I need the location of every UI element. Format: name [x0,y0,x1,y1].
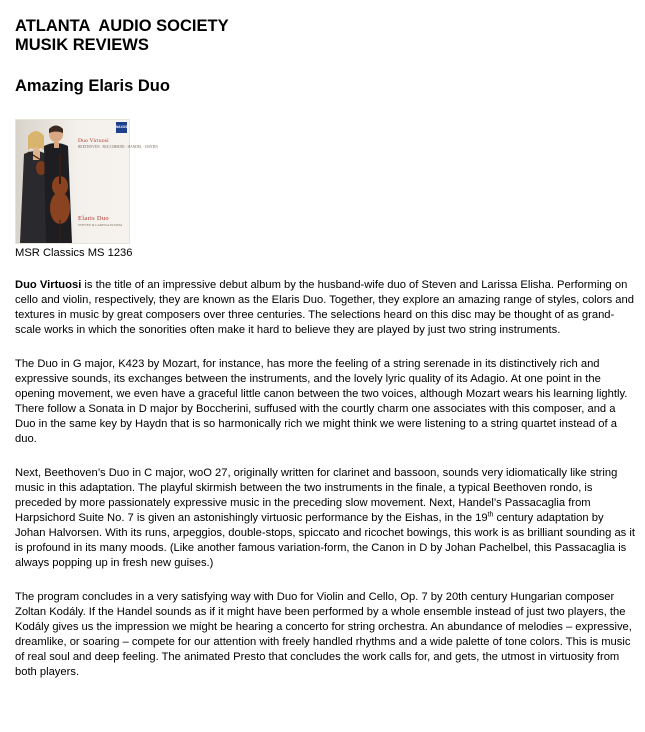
album-cover-image [15,119,158,244]
album-cover-subtitle: BEETHOVEN · BOCCHERINI · HANDEL · HAYDN [78,145,158,149]
ordinal-suffix: th [487,511,494,519]
review-title: Amazing Elaris Duo [15,77,170,95]
masthead [15,17,635,55]
paragraph-1-text: is the title of an impressive debut album by the husband-wife duo of Steven and Larissa Elisha. Performing on cello and violin, respectively, they are known as the Elaris Duo. Together, they explore an amazing range of styles, colors and textures in music by great composers over three centuries. The selections heard on this disc may be thought of as grand-scale works in which the sonorities often make it hard to believe they are played by just two string instruments. [15,279,634,336]
masthead-line-2: MUSIK REVIEWS [15,36,149,54]
paragraph-3-text-a: Next, Beethoven’s Duo in C major, woO 27, originally written for clarinet and bassoon, sounds very idiomatically like string music in this adaptation. The playful skirmish between the two instruments in the finale, a typical Beethoven rondo, is preceded by more passionately expressive music in the preceding slow movement. Next, Handel’s Passacaglia from Harpsichord Suite No. 7 is given an astonishingly virtuosic performance by the Eishas, in the 19 [15,467,618,524]
paragraph-4: The program concludes in a very satisfying way with Duo for Violin and Cello, Op. 7 by 20th century Hungarian composer Zoltan Kodály. If the Handel sounds as if it might have been performed by a whole ensemble instead of just two players, the Kodály gives us the impression we might be hearing a concerto for string orchestra. An abundance of melodies – expressive, dreamlike, or soaring – compete for our attention with freely handled rhythms and a wide palette of tone colors. This is music of real soul and deep feeling. The animated Presto that concludes the work calls for, and gets, the utmost in virtuosity from both players. [15,591,632,678]
album-cover-title: Duo Virtuosi [78,138,109,144]
paragraph-3-text-b: century adaptation by Johan Halvorsen. With its runs, arpeggios, double-stops, spiccato and ricochet bowings, this work is as brilliant sounding as it is profound in its many moods. (Like another famous variation-form, the Canon in D by Johan Pachelbel, this Passacaglia is always popping up in fresh new guises.) [15,512,635,569]
album-title-bold: Duo Virtuosi [15,279,82,291]
album-cover-artist-sub: STEVEN & LARISSA ELISHA [78,223,123,227]
paragraph-1 [15,278,635,338]
catalog-number: MSR Classics MS 1236 [15,247,133,259]
paragraph-2: The Duo in G major, K423 by Mozart, for instance, has more the feeling of a string serenade in its distinctively rich and expressive sounds, its exchanges between the instruments, and the lovely lyric quality of its Adagio. At one point in the opening movement, we even have a graceful little canon between the two voices, although Mozart wears his learning lightly. There follow a Sonata in D major by Boccherini, suffused with the courtly charm one associates with this composer, and a Duo in the same key by Haydn that is so harmonically rich we might think we were listening to a string quartet instead of a duo. [15,358,628,445]
masthead-line-1: ATLANTA AUDIO SOCIETY [15,17,229,35]
paragraph-3 [15,466,635,571]
album-cover-artist: Elaris Duo [78,215,109,222]
review-page [15,17,635,680]
label-badge: NAXOS [116,122,127,133]
